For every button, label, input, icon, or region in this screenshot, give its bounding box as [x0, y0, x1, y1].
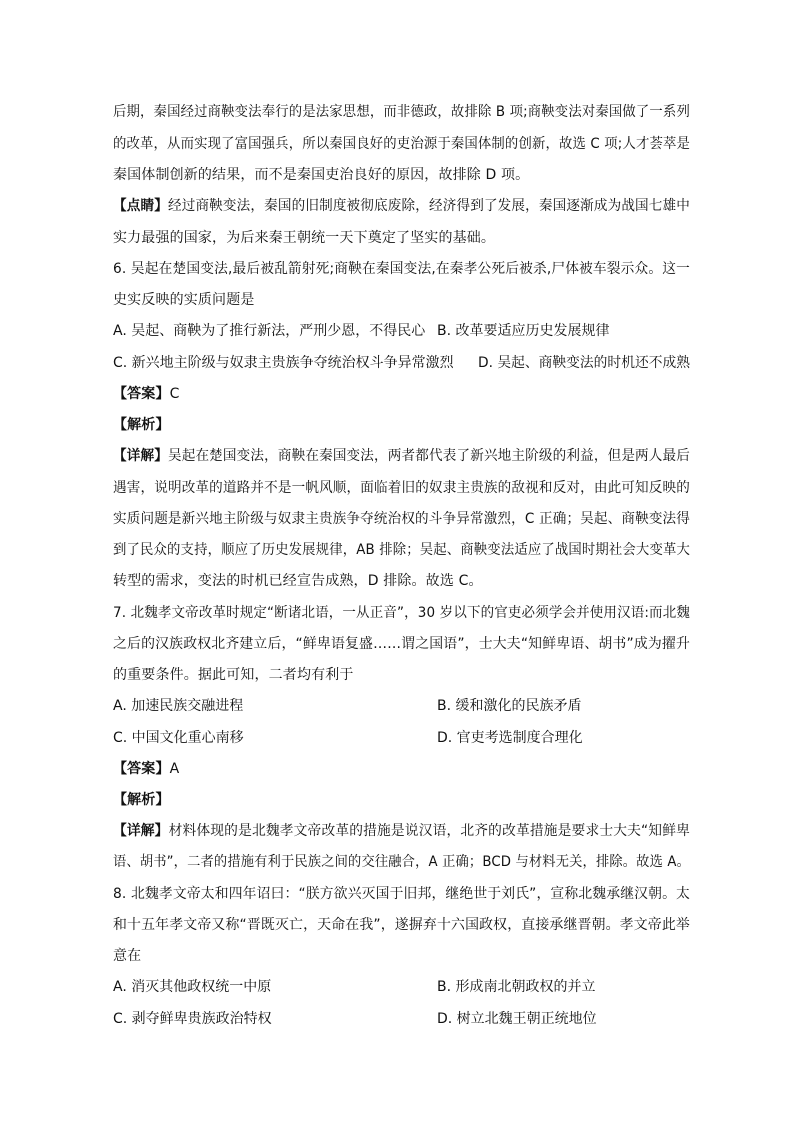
analysis-line: 的改革，从而实现了富国强兵，所以秦国良好的吏治源于秦国体制的创新，故选 C 项;人才荟萃是: [113, 136, 691, 152]
answer-tag: 【答案】: [113, 386, 170, 402]
q7-analysis-tag: 【解析】: [113, 792, 170, 808]
q7-detail-line: [113, 821, 690, 841]
q7-option-b: B. 缓和激化的民族矛盾: [437, 698, 582, 714]
q7-stem-line: 7. 北魏孝文帝改革时规定“断诸北语，一从正音”，30 岁以下的官吏必须学会并使用汉语:而北魏: [113, 605, 690, 621]
q8-stem-line: 8. 北魏孝文帝太和四年诏曰：“朕方欲兴灭国于旧邦，继绝世于刘氏”，宣称北魏承继汉朝。太: [113, 886, 691, 902]
comment-text: 经过商鞅变法，秦国的旧制度被彻底废除，经济得到了发展，秦国逐渐成为战国七雄中: [167, 198, 691, 214]
detail-tag: 【详解】: [113, 448, 168, 464]
q8-option-d: D. 树立北魏王朝正统地位: [437, 1011, 597, 1027]
q8-stem-line: 意在: [113, 948, 142, 964]
analysis-line: 秦国体制创新的结果，而不是秦国吏治良好的原因，故排除 D 项。: [113, 167, 530, 183]
q6-detail-line: [113, 446, 690, 466]
q7-option-a: A. 加速民族交融进程: [113, 698, 244, 714]
q8-option-b: B. 形成南北朝政权的并立: [437, 979, 596, 995]
q7-stem-line: 之后的汉族政权北齐建立后，“鲜卑语复盛……谓之国语”，士大夫“知鲜卑语、胡书”成为擢升: [113, 636, 690, 652]
comment-tag: 【点睛】: [113, 198, 168, 214]
comment-line: [113, 196, 690, 216]
q7-option-c: C. 中国文化重心南移: [113, 730, 244, 746]
q6-option-b: B. 改革要适应历史发展规律: [437, 323, 610, 339]
q7-detail-line: 语、胡书”，二者的措施有利于民族之间的交往融合，A 正确；BCD 与材料无关，排除。故选 A。: [113, 854, 691, 870]
q8-option-c: C. 剥夺鲜卑贵族政治特权: [113, 1011, 272, 1027]
q7-answer: [113, 759, 179, 779]
detail-tag: 【详解】: [113, 823, 169, 839]
q8-option-a: A. 消灭其他政权统一中原: [113, 979, 272, 995]
q6-answer: [113, 384, 180, 404]
q6-option-d: D. 吴起、商鞅变法的时机还不成熟: [478, 355, 690, 371]
q6-detail-line: 遇害，说明改革的道路并不是一帆风顺，面临着旧的奴隶主贵族的敌视和反对，由此可知反映的: [113, 480, 691, 496]
q6-detail-line: 实质问题是新兴地主阶级与奴隶主贵族争夺统治权的斗争异常激烈，C 正确；吴起、商鞅变法得: [113, 511, 691, 527]
answer-value: A: [169, 761, 180, 777]
detail-text: 材料体现的是北魏孝文帝改革的措施是说汉语，北齐的改革措施是要求士大夫“知鲜卑: [168, 823, 690, 839]
q6-option-c: C. 新兴地主阶级与奴隶主贵族争夺统治权斗争异常激烈: [113, 355, 454, 371]
detail-text: 吴起在楚国变法，商鞅在秦国变法，两者都代表了新兴地主阶级的利益，但是两人最后: [167, 448, 691, 464]
answer-tag: 【答案】: [113, 761, 170, 777]
q6-option-a: A. 吴起、商鞅为了推行新法，严刑少恩，不得民心: [113, 323, 426, 339]
q6-stem-line: 6. 吴起在楚国变法,最后被乱箭射死;商鞅在秦国变法,在秦孝公死后被杀,尸体被车裂示众。这一: [113, 261, 691, 277]
q7-option-d: D. 官吏考选制度合理化: [437, 730, 583, 746]
q6-detail-line: 到了民众的支持，顺应了历史发展规律，AB 排除；吴起、商鞅变法适应了战国时期社会大变革大: [113, 542, 690, 558]
q6-analysis-tag: 【解析】: [113, 417, 170, 433]
comment-line: 实力最强的国家，为后来秦王朝统一天下奠定了坚实的基础。: [113, 230, 496, 246]
analysis-line: 后期，秦国经过商鞅变法奉行的是法家思想，而非德政，故排除 B 项;商鞅变法对秦国做了一系列: [113, 104, 690, 120]
q6-stem-line: 史实反映的实质问题是: [113, 292, 255, 308]
q6-detail-line: 转型的需求，变法的时机已经宣告成熟，D 排除。故选 C。: [113, 573, 483, 589]
answer-value: C: [169, 386, 180, 402]
q8-stem-line: 和十五年孝文帝又称“晋既灭亡，天命在我”，遂摒弃十六国政权，直接承继晋朝。孝文帝此举: [113, 917, 690, 933]
q7-stem-line: 的重要条件。据此可知，二者均有利于: [113, 667, 354, 683]
